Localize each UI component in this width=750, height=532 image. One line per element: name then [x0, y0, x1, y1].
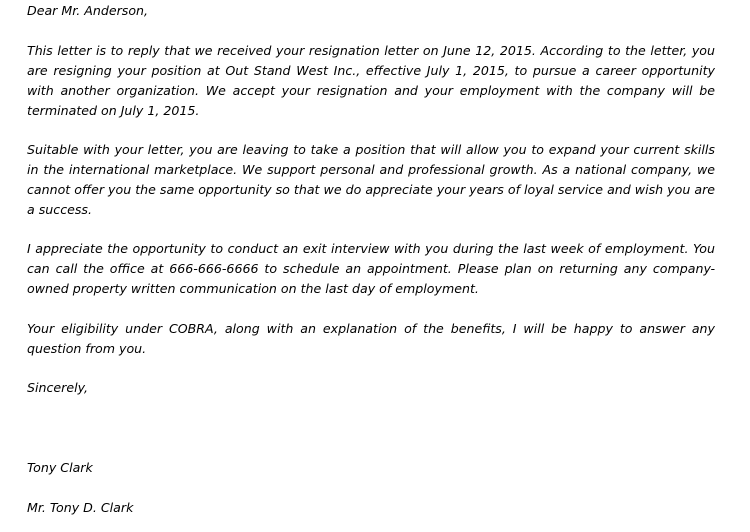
- paragraph-cobra-benefits: Your eligibility under COBRA, along with an explanation of the benefits, I will be happy to answer any question from you.: [27, 321, 715, 356]
- letter-closing: Sincerely,: [27, 380, 89, 395]
- letter-greeting: Dear Mr. Anderson,: [27, 3, 149, 18]
- signature-full-name: Mr. Tony D. Clark: [27, 500, 134, 515]
- paragraph-new-position: Suitable with your letter, you are leaving to take a position that will allow you to expand your current skills in the international marketplace. We support personal and professional growth. As a national company, we cannot offer you the same opportunity so that we do appreciate your years of loyal service and wish you are a success.: [27, 142, 715, 217]
- paragraph-resignation-acknowledgement: This letter is to reply that we received your resignation letter on June 12, 2015. According to the letter, you are resigning your position at Out Stand West Inc., effective July 1, 2015, to pursue a career opportunity with another organization. We accept your resignation and your employment with the company will be terminated on July 1, 2015.: [27, 43, 715, 118]
- signature-name: Tony Clark: [27, 460, 93, 475]
- paragraph-exit-interview: I appreciate the opportunity to conduct an exit interview with you during the last week of employment. You can call the office at 666-666-6666 to schedule an appointment. Please plan on returning any company-owned property written communication on the last day of employment.: [27, 241, 715, 296]
